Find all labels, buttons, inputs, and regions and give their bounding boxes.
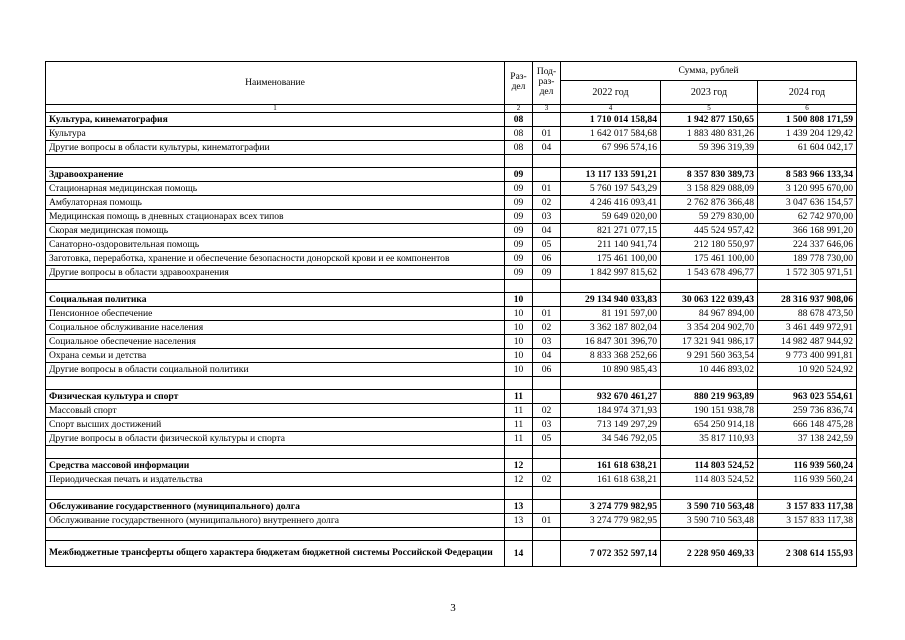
amount-2024-cell: 14 982 487 944,92: [758, 335, 857, 349]
header-year-2023: 2023 год: [661, 81, 758, 105]
podrazdel-cell: 05: [533, 432, 561, 446]
column-number: 6: [758, 105, 857, 113]
empty-cell: [533, 280, 561, 293]
amount-2022-cell: 59 649 020,00: [561, 210, 661, 224]
name-cell: Социальное обслуживание населения: [46, 321, 505, 335]
table-row: [46, 363, 857, 377]
podrazdel-cell: [533, 113, 561, 127]
podrazdel-cell: 03: [533, 210, 561, 224]
empty-cell: [561, 280, 661, 293]
amount-2024-cell: 224 337 646,06: [758, 238, 857, 252]
amount-2024-cell: 666 148 475,28: [758, 418, 857, 432]
razdel-cell: 09: [505, 252, 533, 266]
header-year-2024: 2024 год: [758, 81, 857, 105]
podrazdel-cell: 02: [533, 404, 561, 418]
amount-2024-cell: 189 778 730,00: [758, 252, 857, 266]
amount-2022-cell: 7 072 352 597,14: [561, 541, 661, 567]
name-cell: Обслуживание государственного (муниципального) долга: [46, 500, 505, 514]
podrazdel-cell: 06: [533, 252, 561, 266]
column-number: 5: [661, 105, 758, 113]
amount-2022-cell: 184 974 371,93: [561, 404, 661, 418]
column-number: 4: [561, 105, 661, 113]
table-row: [46, 238, 857, 252]
amount-2023-cell: 2 228 950 469,33: [661, 541, 758, 567]
razdel-cell: 09: [505, 196, 533, 210]
header-sum: Сумма, рублей: [561, 62, 857, 81]
podrazdel-cell: [533, 168, 561, 182]
spacer-row: [46, 446, 857, 459]
amount-2022-cell: 1 642 017 584,68: [561, 127, 661, 141]
table-body: [46, 113, 857, 567]
name-cell: Другие вопросы в области физической культуры и спорта: [46, 432, 505, 446]
empty-cell: [533, 155, 561, 168]
podrazdel-cell: 05: [533, 238, 561, 252]
empty-cell: [46, 377, 505, 390]
amount-2022-cell: 10 890 985,43: [561, 363, 661, 377]
razdel-cell: 08: [505, 127, 533, 141]
amount-2022-cell: 1 710 014 158,84: [561, 113, 661, 127]
table-row: [46, 418, 857, 432]
name-cell: Пенсионное обеспечение: [46, 307, 505, 321]
amount-2024-cell: 88 678 473,50: [758, 307, 857, 321]
amount-2024-cell: 3 120 995 670,00: [758, 182, 857, 196]
section-row: [46, 113, 857, 127]
name-cell: Медицинская помощь в дневных стационарах всех типов: [46, 210, 505, 224]
razdel-cell: 10: [505, 293, 533, 307]
empty-cell: [661, 446, 758, 459]
empty-cell: [46, 280, 505, 293]
name-cell: Другие вопросы в области социальной политики: [46, 363, 505, 377]
name-cell: Социальная политика: [46, 293, 505, 307]
column-number: 1: [46, 105, 505, 113]
empty-cell: [533, 377, 561, 390]
razdel-cell: 10: [505, 335, 533, 349]
table-row: [46, 473, 857, 487]
razdel-cell: 13: [505, 514, 533, 528]
spacer-row: [46, 155, 857, 168]
amount-2024-cell: 1 439 204 129,42: [758, 127, 857, 141]
podrazdel-cell: 04: [533, 224, 561, 238]
amount-2023-cell: 3 354 204 902,70: [661, 321, 758, 335]
empty-cell: [661, 280, 758, 293]
name-cell: Массовый спорт: [46, 404, 505, 418]
name-cell: Культура: [46, 127, 505, 141]
podrazdel-cell: [533, 541, 561, 567]
table-row: [46, 182, 857, 196]
table-row: [46, 252, 857, 266]
amount-2024-cell: 1 572 305 971,51: [758, 266, 857, 280]
amount-2022-cell: 1 842 997 815,62: [561, 266, 661, 280]
empty-cell: [561, 528, 661, 541]
amount-2024-cell: 8 583 966 133,34: [758, 168, 857, 182]
amount-2024-cell: 3 157 833 117,38: [758, 514, 857, 528]
amount-2022-cell: 821 271 077,15: [561, 224, 661, 238]
table-row: [46, 349, 857, 363]
section-row: [46, 168, 857, 182]
header-year-2022: 2022 год: [561, 81, 661, 105]
razdel-cell: 09: [505, 224, 533, 238]
spacer-row: [46, 487, 857, 500]
table-row: [46, 335, 857, 349]
amount-2022-cell: 5 760 197 543,29: [561, 182, 661, 196]
empty-cell: [505, 155, 533, 168]
spacer-row: [46, 377, 857, 390]
empty-cell: [505, 377, 533, 390]
razdel-cell: 09: [505, 266, 533, 280]
header-razdel: Раз- дел: [505, 62, 533, 105]
empty-cell: [758, 280, 857, 293]
empty-cell: [661, 528, 758, 541]
podrazdel-cell: 04: [533, 141, 561, 155]
amount-2022-cell: 3 274 779 982,95: [561, 500, 661, 514]
column-number: 2: [505, 105, 533, 113]
empty-cell: [661, 487, 758, 500]
podrazdel-cell: [533, 500, 561, 514]
empty-cell: [758, 446, 857, 459]
razdel-cell: 12: [505, 459, 533, 473]
razdel-cell: 08: [505, 141, 533, 155]
amount-2022-cell: 4 246 416 093,41: [561, 196, 661, 210]
razdel-cell: 11: [505, 390, 533, 404]
podrazdel-cell: 01: [533, 127, 561, 141]
razdel-cell: 10: [505, 307, 533, 321]
name-cell: Спорт высших достижений: [46, 418, 505, 432]
amount-2023-cell: 9 291 560 363,54: [661, 349, 758, 363]
empty-cell: [505, 280, 533, 293]
amount-2022-cell: 3 362 187 802,04: [561, 321, 661, 335]
amount-2022-cell: 3 274 779 982,95: [561, 514, 661, 528]
name-cell: Средства массовой информации: [46, 459, 505, 473]
name-cell: Межбюджетные трансферты общего характера бюджетам бюджетной системы Российской Федерации: [46, 541, 505, 567]
budget-table: [45, 61, 857, 567]
amount-2024-cell: 3 047 636 154,57: [758, 196, 857, 210]
podrazdel-cell: 02: [533, 196, 561, 210]
amount-2023-cell: 1 543 678 496,77: [661, 266, 758, 280]
table-row: [46, 432, 857, 446]
amount-2023-cell: 84 967 894,00: [661, 307, 758, 321]
name-cell: Физическая культура и спорт: [46, 390, 505, 404]
amount-2022-cell: 161 618 638,21: [561, 459, 661, 473]
razdel-cell: 10: [505, 321, 533, 335]
amount-2022-cell: 16 847 301 396,70: [561, 335, 661, 349]
amount-2022-cell: 67 996 574,16: [561, 141, 661, 155]
empty-cell: [561, 377, 661, 390]
razdel-cell: 10: [505, 349, 533, 363]
table-row: [46, 141, 857, 155]
razdel-cell: 11: [505, 432, 533, 446]
empty-cell: [533, 528, 561, 541]
section-row: [46, 459, 857, 473]
empty-cell: [505, 446, 533, 459]
razdel-cell: 13: [505, 500, 533, 514]
amount-2023-cell: 3 590 710 563,48: [661, 514, 758, 528]
amount-2022-cell: 713 149 297,29: [561, 418, 661, 432]
empty-cell: [758, 487, 857, 500]
amount-2023-cell: 1 942 877 150,65: [661, 113, 758, 127]
amount-2024-cell: 116 939 560,24: [758, 473, 857, 487]
amount-2023-cell: 30 063 122 039,43: [661, 293, 758, 307]
amount-2023-cell: 175 461 100,00: [661, 252, 758, 266]
amount-2024-cell: 9 773 400 991,81: [758, 349, 857, 363]
name-cell: Стационарная медицинская помощь: [46, 182, 505, 196]
amount-2023-cell: 59 396 319,39: [661, 141, 758, 155]
name-cell: Охрана семьи и детства: [46, 349, 505, 363]
amount-2024-cell: 3 461 449 972,91: [758, 321, 857, 335]
amount-2023-cell: 17 321 941 986,17: [661, 335, 758, 349]
table-row: [46, 307, 857, 321]
page-number: 3: [450, 602, 456, 614]
amount-2024-cell: 259 736 836,74: [758, 404, 857, 418]
spacer-row: [46, 280, 857, 293]
amount-2024-cell: 3 157 833 117,38: [758, 500, 857, 514]
razdel-cell: 14: [505, 541, 533, 567]
name-cell: Заготовка, переработка, хранение и обеспечение безопасности донорской крови и ее компонентов: [46, 252, 505, 266]
empty-cell: [505, 528, 533, 541]
podrazdel-cell: 01: [533, 307, 561, 321]
amount-2023-cell: 1 883 480 831,26: [661, 127, 758, 141]
section-row: [46, 390, 857, 404]
header-podrazdel: Под- раз- дел: [533, 62, 561, 105]
razdel-cell: 11: [505, 404, 533, 418]
podrazdel-cell: 02: [533, 473, 561, 487]
empty-cell: [561, 487, 661, 500]
table-row: [46, 210, 857, 224]
section-row: [46, 500, 857, 514]
section-row: [46, 293, 857, 307]
header-name: Наименование: [46, 62, 505, 105]
amount-2023-cell: 212 180 550,97: [661, 238, 758, 252]
name-cell: Амбулаторная помощь: [46, 196, 505, 210]
razdel-cell: 12: [505, 473, 533, 487]
amount-2023-cell: 8 357 830 389,73: [661, 168, 758, 182]
name-cell: Культура, кинематография: [46, 113, 505, 127]
razdel-cell: 11: [505, 418, 533, 432]
name-cell: Социальное обеспечение населения: [46, 335, 505, 349]
podrazdel-cell: [533, 390, 561, 404]
empty-cell: [661, 377, 758, 390]
amount-2022-cell: 81 191 597,00: [561, 307, 661, 321]
amount-2023-cell: 2 762 876 366,48: [661, 196, 758, 210]
amount-2023-cell: 190 151 938,78: [661, 404, 758, 418]
empty-cell: [46, 446, 505, 459]
empty-cell: [758, 377, 857, 390]
amount-2024-cell: 37 138 242,59: [758, 432, 857, 446]
table-row: [46, 321, 857, 335]
podrazdel-cell: 04: [533, 349, 561, 363]
amount-2022-cell: 29 134 940 033,83: [561, 293, 661, 307]
amount-2023-cell: 114 803 524,52: [661, 473, 758, 487]
empty-cell: [758, 155, 857, 168]
empty-cell: [46, 528, 505, 541]
podrazdel-cell: [533, 293, 561, 307]
amount-2022-cell: 34 546 792,05: [561, 432, 661, 446]
name-cell: Обслуживание государственного (муниципального) внутреннего долга: [46, 514, 505, 528]
name-cell: Периодическая печать и издательства: [46, 473, 505, 487]
name-cell: Санаторно-оздоровительная помощь: [46, 238, 505, 252]
podrazdel-cell: [533, 459, 561, 473]
amount-2024-cell: 10 920 524,92: [758, 363, 857, 377]
name-cell: Другие вопросы в области культуры, кинематографии: [46, 141, 505, 155]
amount-2023-cell: 445 524 957,42: [661, 224, 758, 238]
empty-cell: [561, 155, 661, 168]
empty-cell: [505, 487, 533, 500]
name-cell: Скорая медицинская помощь: [46, 224, 505, 238]
table-row: [46, 127, 857, 141]
empty-cell: [661, 155, 758, 168]
amount-2022-cell: 8 833 368 252,66: [561, 349, 661, 363]
amount-2023-cell: 59 279 830,00: [661, 210, 758, 224]
podrazdel-cell: 02: [533, 321, 561, 335]
podrazdel-cell: 01: [533, 514, 561, 528]
razdel-cell: 09: [505, 210, 533, 224]
amount-2023-cell: 3 590 710 563,48: [661, 500, 758, 514]
amount-2023-cell: 35 817 110,93: [661, 432, 758, 446]
empty-cell: [533, 446, 561, 459]
amount-2024-cell: 28 316 937 908,06: [758, 293, 857, 307]
amount-2022-cell: 175 461 100,00: [561, 252, 661, 266]
razdel-cell: 09: [505, 238, 533, 252]
razdel-cell: 09: [505, 182, 533, 196]
amount-2024-cell: 62 742 970,00: [758, 210, 857, 224]
amount-2024-cell: 2 308 614 155,93: [758, 541, 857, 567]
amount-2024-cell: 963 023 554,61: [758, 390, 857, 404]
empty-cell: [46, 155, 505, 168]
razdel-cell: 08: [505, 113, 533, 127]
section-row: [46, 541, 857, 567]
name-cell: Здравоохранение: [46, 168, 505, 182]
spacer-row: [46, 528, 857, 541]
amount-2024-cell: 1 500 808 171,59: [758, 113, 857, 127]
amount-2022-cell: 13 117 133 591,21: [561, 168, 661, 182]
razdel-cell: 10: [505, 363, 533, 377]
podrazdel-cell: 01: [533, 182, 561, 196]
empty-cell: [533, 487, 561, 500]
table-row: [46, 266, 857, 280]
amount-2022-cell: 161 618 638,21: [561, 473, 661, 487]
table-row: [46, 404, 857, 418]
amount-2024-cell: 116 939 560,24: [758, 459, 857, 473]
podrazdel-cell: 09: [533, 266, 561, 280]
empty-cell: [561, 446, 661, 459]
table-row: [46, 224, 857, 238]
name-cell: Другие вопросы в области здравоохранения: [46, 266, 505, 280]
podrazdel-cell: 03: [533, 335, 561, 349]
razdel-cell: 09: [505, 168, 533, 182]
amount-2024-cell: 61 604 042,17: [758, 141, 857, 155]
table-row: [46, 196, 857, 210]
podrazdel-cell: 03: [533, 418, 561, 432]
column-number-row: [46, 105, 857, 113]
amount-2023-cell: 3 158 829 088,09: [661, 182, 758, 196]
column-number: 3: [533, 105, 561, 113]
amount-2023-cell: 654 250 914,18: [661, 418, 758, 432]
amount-2023-cell: 880 219 963,89: [661, 390, 758, 404]
empty-cell: [46, 487, 505, 500]
amount-2022-cell: 932 670 461,27: [561, 390, 661, 404]
table-header: [46, 62, 857, 113]
amount-2023-cell: 10 446 893,02: [661, 363, 758, 377]
amount-2023-cell: 114 803 524,52: [661, 459, 758, 473]
empty-cell: [758, 528, 857, 541]
amount-2022-cell: 211 140 941,74: [561, 238, 661, 252]
podrazdel-cell: 06: [533, 363, 561, 377]
table-row: [46, 514, 857, 528]
amount-2024-cell: 366 168 991,20: [758, 224, 857, 238]
